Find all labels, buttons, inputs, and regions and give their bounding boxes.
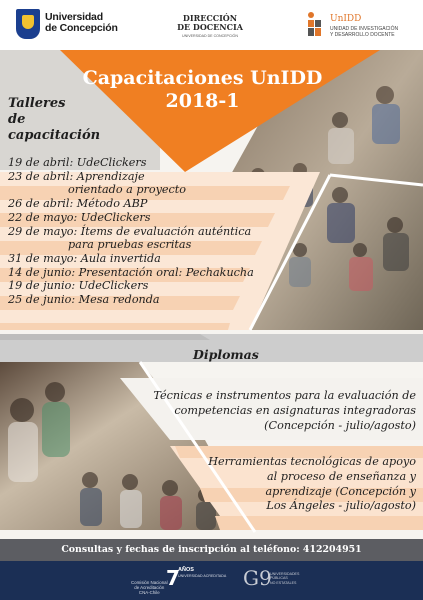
diploma-2	[166, 455, 416, 514]
diploma-2-line: al proceso de enseñanza y	[266, 469, 416, 483]
workshop-schedule	[8, 156, 254, 307]
cna-line1: Comisión Nacional	[131, 580, 168, 585]
schedule-item-continuation: orientado a proyecto	[68, 183, 187, 197]
g9-logo-icon: G9	[243, 566, 272, 590]
diploma-1-line: Técnicas e instrumentos para la evaluación de	[153, 389, 416, 402]
footer	[0, 561, 423, 600]
anos-text: AÑOS	[178, 567, 194, 573]
title-line2: 2018-1	[165, 90, 240, 112]
schedule-item: 22 de mayo: UdeClickers	[8, 210, 151, 224]
unidd-name: UnIDD	[330, 14, 362, 24]
cna-logo-text	[131, 580, 168, 595]
title-line1: Capacitaciones UnIDD	[82, 67, 323, 89]
udec-name-line2: de Concepción	[45, 22, 118, 34]
talleres-line3: capacitación	[8, 128, 101, 143]
schedule-item-continuation: para pruebas escritas	[68, 238, 192, 252]
talleres-line2: de	[8, 112, 26, 127]
talleres-heading	[8, 96, 100, 144]
g9-sub-line1: UNIVERSIDADES	[270, 572, 300, 576]
schedule-item: 23 de abril: Aprendizaje	[8, 169, 145, 183]
schedule-item: 25 de junio: Mesa redonda	[8, 293, 160, 307]
schedule-item: 31 de mayo: Aula invertida	[8, 251, 161, 265]
udec-name-line1: Universidad	[45, 11, 103, 23]
diploma-2-line: Los Ángeles - julio/agosto)	[266, 499, 416, 513]
accreditation-years-number: 7	[166, 566, 180, 590]
accreditation-sub	[178, 574, 226, 578]
diploma-1	[86, 388, 416, 433]
diplomas-heading: Diplomas	[193, 347, 259, 362]
diploma-1-line: competencias en asignaturas integradoras	[174, 404, 416, 417]
schedule-item: 26 de abril: Método ABP	[8, 197, 148, 211]
page-title	[70, 66, 335, 112]
unidd-sub-line1: UNIDAD DE INVESTIGACIÓN	[330, 26, 399, 32]
direccion-line2: DE DOCENCIA	[177, 22, 243, 32]
direccion-line1: DIRECCIÓN	[182, 13, 238, 23]
diploma-2-line: aprendizaje (Concepción y	[265, 484, 416, 498]
g9-subtitle	[270, 572, 299, 585]
schedule-item: 14 de junio: Presentación oral: Pechakucha	[8, 265, 254, 279]
diploma-1-line: (Concepción - julio/agosto)	[264, 419, 416, 432]
talleres-line1: Talleres	[8, 96, 66, 111]
accreditation-label	[178, 567, 194, 573]
direccion-subtitle: UNIVERSIDAD DE CONCEPCIÓN	[182, 34, 238, 38]
g9-sub-line3: NO ESTATALES	[270, 580, 297, 585]
schedule-item: 29 de mayo: Ítems de evaluación auténtica	[8, 224, 252, 238]
cna-line3: CNA-Chile	[138, 590, 160, 595]
diploma-2-line: Herramientas tecnológicas de apoyo	[208, 455, 416, 468]
cna-line2: de Acreditación	[134, 585, 165, 590]
contact-text: Consultas y fechas de inscripción al teléfono: 412204951	[61, 544, 362, 555]
schedule-item: 19 de junio: UdeClickers	[8, 279, 149, 293]
schedule-item: 19 de abril: UdeClickers	[8, 156, 147, 169]
unidd-sub-line2: Y DESARROLLO DOCENTE	[330, 32, 395, 38]
g9-sub-line2: PÚBLICAS	[270, 576, 288, 581]
acreditada-text: UNIVERSIDAD ACREDITADA	[178, 574, 227, 578]
